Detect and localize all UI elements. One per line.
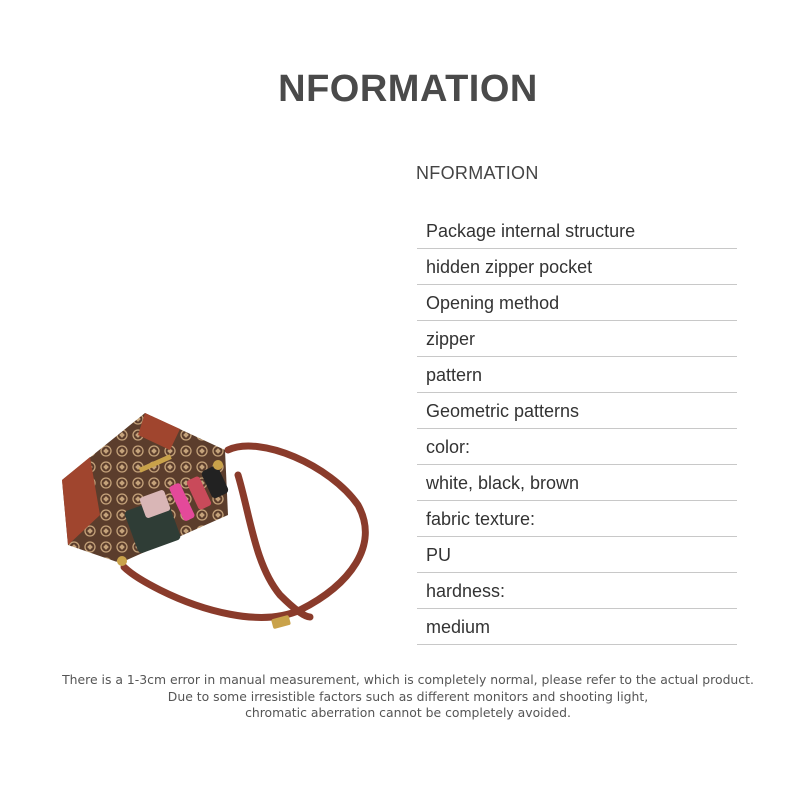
spec-row-label: pattern	[417, 358, 737, 393]
spec-row-value: PU	[417, 538, 737, 573]
disclaimer-line: There is a 1-3cm error in manual measurement, which is completely normal, please refer to the actual product.	[62, 672, 754, 687]
spec-row-value: zipper	[417, 322, 737, 357]
spec-row-value: white, black, brown	[417, 466, 737, 501]
spec-table	[417, 214, 737, 646]
spec-row-label: hardness:	[417, 574, 737, 609]
disclaimer-line: Due to some irresistible factors such as different monitors and shooting light,	[167, 688, 649, 704]
bag-product-image	[50, 395, 380, 650]
spec-row-value: hidden zipper pocket	[417, 250, 737, 285]
spec-row-label: fabric texture:	[417, 502, 737, 537]
page-title: NFORMATION	[278, 68, 538, 110]
spec-row-label: Opening method	[417, 286, 737, 321]
spec-row-label: Package internal structure	[417, 214, 737, 249]
disclaimer-line: chromatic aberration cannot be completely avoided.	[245, 705, 571, 720]
info-subtitle: NFORMATION	[416, 163, 539, 183]
spec-row-value: Geometric patterns	[417, 394, 737, 429]
spec-row-label: color:	[417, 430, 737, 465]
disclaimer-note	[0, 672, 800, 722]
spec-row-value: medium	[417, 610, 737, 645]
